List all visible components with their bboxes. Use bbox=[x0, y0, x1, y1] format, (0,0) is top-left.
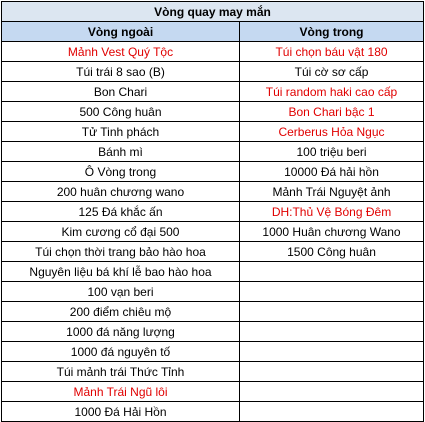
table-row bbox=[2, 62, 424, 82]
cell-outer[interactable]: Bánh mì bbox=[2, 142, 240, 162]
cell-outer[interactable]: Túi chọn thời trang bảo hào hoa bbox=[2, 242, 240, 262]
table-row bbox=[2, 42, 424, 62]
cell-outer[interactable]: Mảnh Vest Quý Tộc bbox=[2, 42, 240, 62]
table-row bbox=[2, 82, 424, 102]
table-row bbox=[2, 242, 424, 262]
column-header-outer[interactable]: Vòng ngoài bbox=[2, 22, 240, 42]
table-row bbox=[2, 202, 424, 222]
table-row bbox=[2, 342, 424, 362]
cell-inner[interactable]: Bon Chari bậc 1 bbox=[240, 102, 424, 122]
table-row bbox=[2, 142, 424, 162]
spreadsheet bbox=[1, 1, 423, 422]
cell-inner[interactable]: 100 triệu beri bbox=[240, 142, 424, 162]
cell-inner[interactable]: Túi cờ sơ cấp bbox=[240, 62, 424, 82]
cell-outer[interactable]: Bon Chari bbox=[2, 82, 240, 102]
cell-inner[interactable] bbox=[240, 342, 424, 362]
cell-inner[interactable]: Cerberus Hỏa Ngục bbox=[240, 122, 424, 142]
cell-inner[interactable]: DH:Thủ Vệ Bóng Đêm bbox=[240, 202, 424, 222]
cell-outer[interactable]: Tử Tinh phách bbox=[2, 122, 240, 142]
cell-outer[interactable]: 1000 đá nguyên tố bbox=[2, 342, 240, 362]
table-row bbox=[2, 402, 424, 422]
table-row bbox=[2, 162, 424, 182]
column-header-inner[interactable]: Vòng trong bbox=[240, 22, 424, 42]
header-row bbox=[2, 22, 424, 42]
table-row bbox=[2, 262, 424, 282]
cell-outer[interactable]: 500 Công huân bbox=[2, 102, 240, 122]
cell-outer[interactable]: Kim cương cổ đại 500 bbox=[2, 222, 240, 242]
cell-outer[interactable]: Mảnh Trái Ngũ lôi bbox=[2, 382, 240, 402]
table-row bbox=[2, 322, 424, 342]
table-row bbox=[2, 302, 424, 322]
cell-inner[interactable] bbox=[240, 262, 424, 282]
table-row bbox=[2, 102, 424, 122]
table-row bbox=[2, 282, 424, 302]
cell-inner[interactable]: Mảnh Trái Nguyệt ảnh bbox=[240, 182, 424, 202]
table-body bbox=[2, 42, 424, 422]
table-row bbox=[2, 382, 424, 402]
title-row bbox=[2, 2, 424, 22]
cell-inner[interactable] bbox=[240, 322, 424, 342]
cell-outer[interactable]: Túi trái 8 sao (B) bbox=[2, 62, 240, 82]
cell-outer[interactable]: Túi mảnh trái Thức Tỉnh bbox=[2, 362, 240, 382]
cell-inner[interactable]: 1500 Công huân bbox=[240, 242, 424, 262]
cell-inner[interactable] bbox=[240, 402, 424, 422]
cell-inner[interactable] bbox=[240, 382, 424, 402]
cell-inner[interactable] bbox=[240, 282, 424, 302]
cell-inner[interactable]: Túi random haki cao cấp bbox=[240, 82, 424, 102]
table-row bbox=[2, 222, 424, 242]
cell-outer[interactable]: 125 Đá khắc ấn bbox=[2, 202, 240, 222]
cell-outer[interactable]: Nguyên liệu bá khí lễ bao hào hoa bbox=[2, 262, 240, 282]
cell-outer[interactable]: 1000 Đá Hải Hồn bbox=[2, 402, 240, 422]
cell-inner[interactable]: 1000 Huân chương Wano bbox=[240, 222, 424, 242]
cell-inner[interactable]: 10000 Đá hải hồn bbox=[240, 162, 424, 182]
cell-outer[interactable]: Ô Vòng trong bbox=[2, 162, 240, 182]
cell-outer[interactable]: 100 vạn beri bbox=[2, 282, 240, 302]
cell-outer[interactable]: 200 huân chương wano bbox=[2, 182, 240, 202]
cell-inner[interactable]: Túi chọn báu vật 180 bbox=[240, 42, 424, 62]
cell-outer[interactable]: 1000 đá năng lượng bbox=[2, 322, 240, 342]
table-title[interactable]: Vòng quay may mắn bbox=[2, 2, 424, 22]
table-row bbox=[2, 182, 424, 202]
cell-outer[interactable]: 200 điểm chiêu mộ bbox=[2, 302, 240, 322]
table-row bbox=[2, 362, 424, 382]
cell-inner[interactable] bbox=[240, 362, 424, 382]
table-row bbox=[2, 122, 424, 142]
cell-inner[interactable] bbox=[240, 302, 424, 322]
reward-table bbox=[1, 1, 424, 422]
